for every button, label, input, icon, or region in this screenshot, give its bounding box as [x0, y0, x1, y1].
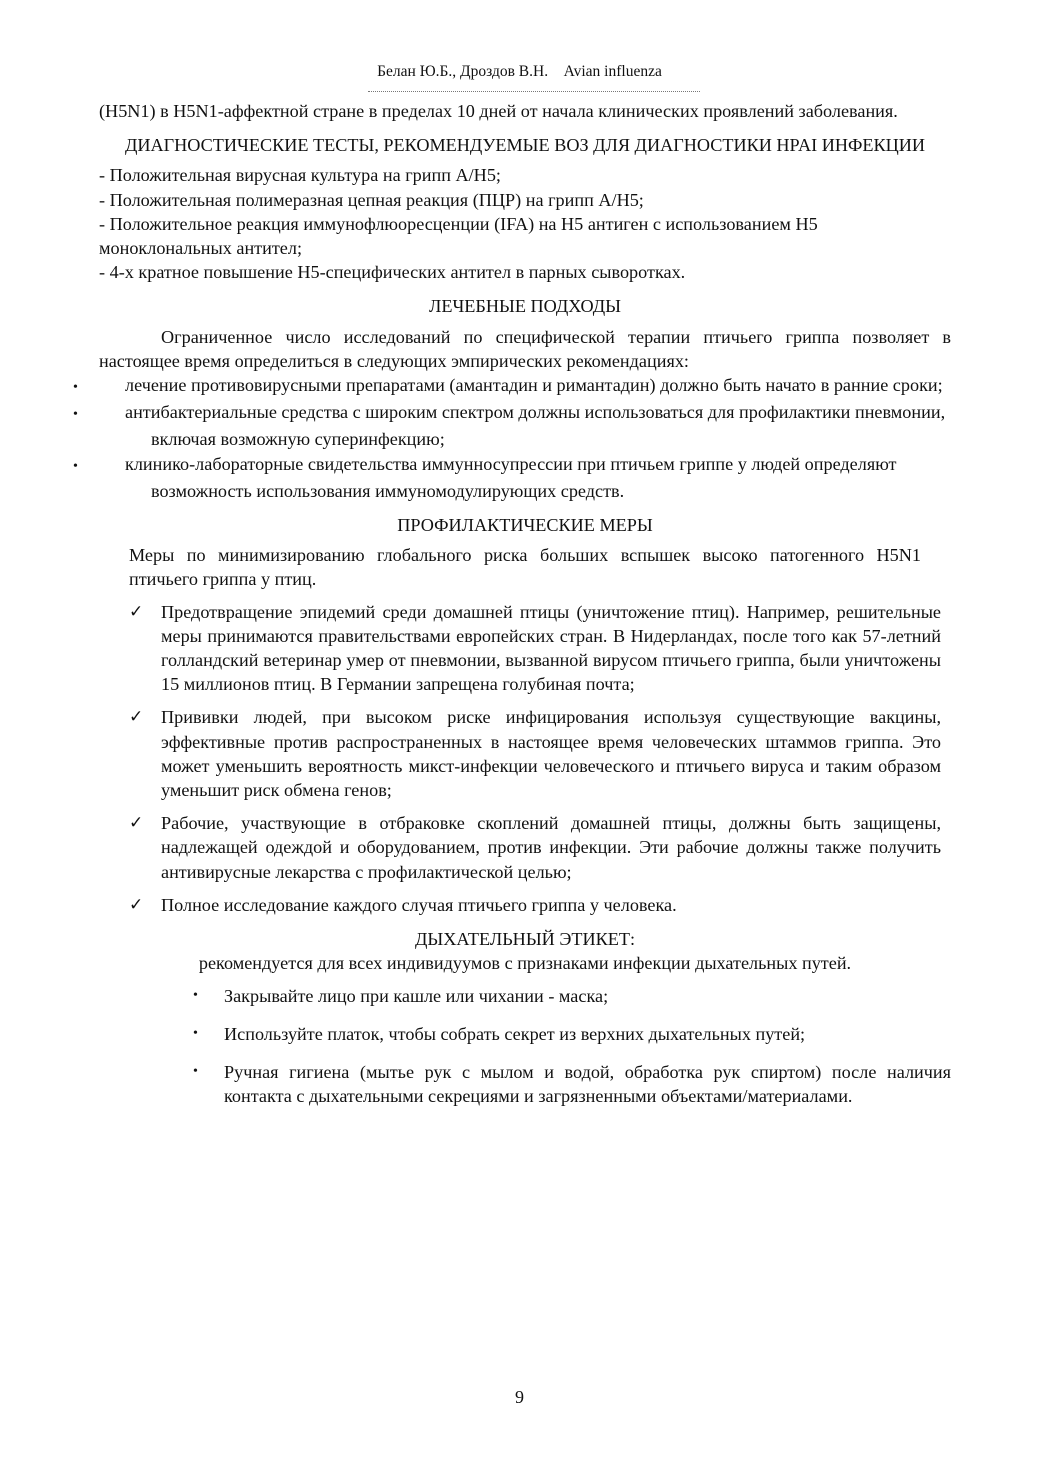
etiquette-item	[189, 1060, 951, 1108]
etiquette-heading: ДЫХАТЕЛЬНЫЙ ЭТИКЕТ:	[414, 929, 636, 950]
prevention-heading: ПРОФИЛАКТИЧЕСКИЕ МЕРЫ	[397, 515, 653, 536]
intro-continuation: (H5N1) в H5N1-аффектной стране в пределах 10 дней от начала клинических проявлений заболевания.	[99, 101, 898, 121]
treatment-item-text: лечение противовирусными препаратами (амантадин и римантадин) должно быть начато в ранние сроки;	[125, 375, 943, 396]
diagnostics-item: - Положительная вирусная культура на грипп A/H5;	[99, 165, 501, 186]
checkmark-icon: ✓	[129, 813, 144, 834]
etiquette-item	[189, 984, 951, 1008]
bullet-icon: •	[73, 407, 78, 423]
checkmark-icon: ✓	[129, 894, 144, 915]
header-title: Avian influenza	[563, 63, 662, 80]
prevention-item-text: Предотвращение эпидемий среди домашней птицы (уничтожение птиц). Например, решительные меры принимаются правительствами европейских стран. В Нидерландах, после того как 57-летний голландский ветеринар умер от пневмонии, вызванной вирусом птичьего гриппа, были уничтожены 15 миллионов птиц. В Германии запрещена голубиная почта;	[161, 601, 941, 695]
checkmark-icon: ✓	[129, 707, 144, 728]
prevention-item-text: Прививки людей, при высоком риске инфицирования используя существующие вакцины, эффективные против распространенных в настоящее время человеческих штаммов гриппа. Это может уменьшить вероятность микст-инфекции человеческого и птичьего вируса и таким образом уменьшит риск обмена генов;	[161, 707, 941, 801]
header-divider	[368, 91, 700, 92]
diagnostics-heading: ДИАГНОСТИЧЕСКИЕ ТЕСТЫ, РЕКОМЕНДУЕМЫЕ ВОЗ ДЛЯ ДИАГНОСТИКИ HPAI ИНФЕКЦИИ	[124, 135, 926, 156]
prevention-item	[129, 600, 941, 697]
etiquette-item-text: Закрывайте лицо при кашле или чихании - маска;	[224, 985, 609, 1006]
treatment-intro: Ограниченное число исследований по специфической терапии птичьего гриппа позволяет в настоящее время определиться в следующих эмпирических рекомендациях:	[99, 326, 951, 371]
prevention-intro: Меры по минимизированию глобального риска больших вспышек высоко патогенного H5N1 птичьего гриппа у птиц.	[129, 545, 921, 590]
treatment-item	[73, 373, 951, 400]
checkmark-icon: ✓	[129, 601, 144, 622]
page-number: 9	[515, 1387, 524, 1407]
prevention-item-text: Полное исследование каждого случая птичьего гриппа у человека.	[161, 894, 677, 915]
prevention-list	[129, 600, 941, 917]
treatment-item-text: антибактериальные средства с широким спектром должны использоваться для профилактики пневмонии, включая возможную суперинфекцию;	[125, 402, 946, 450]
prevention-item	[129, 811, 941, 884]
diagnostics-list	[99, 163, 951, 284]
etiquette-subheading: рекомендуется для всех индивидуумов с признаками инфекции дыхательных путей.	[198, 953, 852, 974]
diagnostics-item: - Положительное реакция иммунофлюоресценции (IFA) на H5 антиген с использованием H5 моноклональных антител;	[99, 213, 818, 259]
treatment-heading: ЛЕЧЕБНЫЕ ПОДХОДЫ	[429, 296, 621, 317]
running-header	[0, 62, 1039, 82]
bullet-icon: •	[193, 1025, 198, 1041]
diagnostics-item: - Положительная полимеразная цепная реакция (ПЦР) на грипп A/H5;	[99, 189, 644, 210]
treatment-item-text: клинико-лабораторные свидетельства иммунносупрессии при птичьем гриппе у людей определяют возможность использования иммуномодулирующих средств.	[125, 453, 897, 501]
etiquette-list	[189, 984, 951, 1109]
bullet-icon: •	[73, 458, 78, 474]
header-authors: Белан Ю.Б., Дроздов В.Н.	[377, 63, 549, 80]
bullet-icon: •	[73, 380, 78, 396]
diagnostics-item: - 4-х кратное повышение H5-специфических антител в парных сыворотках.	[99, 262, 686, 283]
treatment-item	[73, 400, 951, 451]
bullet-icon: •	[193, 1063, 198, 1079]
treatment-list	[73, 373, 951, 503]
etiquette-item-text: Ручная гигиена (мытье рук с мылом и водой, обработка рук спиртом) после наличия контакта с дыхательными секрециями и загрязненными объектами/материалами.	[224, 1061, 951, 1107]
bullet-icon: •	[193, 987, 198, 1003]
prevention-item-text: Рабочие, участвующие в отбраковке скоплений домашней птицы, должны быть защищены, надлежащей одеждой и оборудованием, против инфекции. Эти рабочие должны также получить антивирусные лекарства с профилактической целью;	[161, 813, 941, 882]
treatment-item	[73, 452, 951, 503]
page-body	[73, 99, 951, 1122]
etiquette-item	[189, 1022, 951, 1046]
prevention-item	[129, 893, 941, 917]
prevention-item	[129, 705, 941, 802]
etiquette-item-text: Используйте платок, чтобы собрать секрет из верхних дыхательных путей;	[224, 1023, 806, 1044]
